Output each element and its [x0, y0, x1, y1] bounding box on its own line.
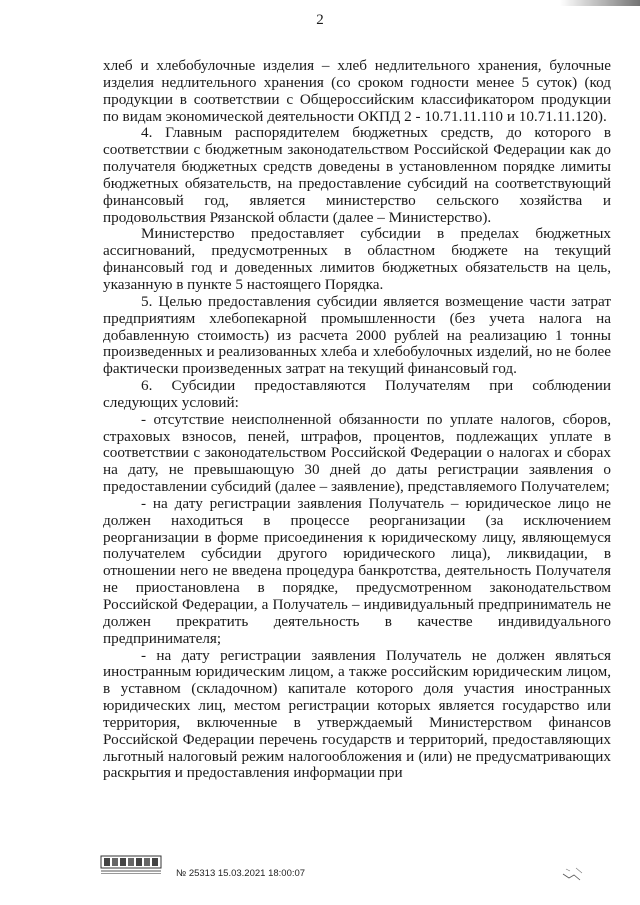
condition-not-foreign: - на дату регистрации заявления Получатель не должен являться иностранным юридическим лицом, а также российским юридическим лицом, в уставном (складочном) капитале которого доля участия иностранных юридических лиц, местом регистрации которых является государство или территория, включенные в утверждаемый Министерством финансов Российской Федерации перечень государств и территорий, предоставляющих льготный налоговый режим налогообложения и (или) не предусматривающих раскрытия и предоставления информации при — [103, 646, 611, 782]
paragraph-item-6: 6. Субсидии предоставляются Получателям при соблюдении следующих условий: — [103, 377, 611, 411]
paragraph-item-4: 4. Главным распорядителем бюджетных средств, до которого в соответствии с бюджетным законодательством Российской Федерации как до получателя бюджетных средств доведены в установленном порядке лимиты бюджетных обязательств, на предоставление субсидий на соответствующий финансовый год, является министерство сельского хозяйства и продовольствия Рязанской области (далее – Министерство). — [103, 124, 611, 226]
condition-no-debts: - отсутствие неисполненной обязанности по уплате налогов, сборов, страховых взносов, пеней, штрафов, процентов, подлежащих уплате в соответствии с законодательством Российской Федерации о налогах и сборах на дату, не превышающую 30 дней до даты регистрации заявления о предоставлении субсидий (далее – заявление), представляемого Получателем; — [103, 410, 611, 496]
document-body — [103, 58, 611, 782]
condition-no-reorganization: - на дату регистрации заявления Получатель – юридическое лицо не должен находиться в процессе реорганизации (за исключением реорганизации в форме присоединения к юридическому лицу, являющемуся получателем субсидии другого юридического лица), ликвидации, в отношении него не введена процедура банкротства, деятельность Получателя не приостановлена в порядке, предусмотренном законодательством Российской Федерации, а Получатель – индивидуальный предприниматель не должен прекратить деятельность в качестве индивидуального предпринимателя; — [103, 494, 611, 647]
document-registration-meta: № 25313 15.03.2021 18:00:07 — [176, 868, 306, 879]
scan-artifact-marks — [560, 860, 590, 884]
paragraph-ministry-provides: Министерство предоставляет субсидии в пределах бюджетных ассигнований, предусмотренных в областном бюджете на текущий финансовый год и доведенных лимитов бюджетных обязательств на цель, указанную в пункте 5 настоящего Порядка. — [103, 225, 611, 293]
paragraph-bread-types: хлеб и хлебобулочные изделия – хлеб недлительного хранения, булочные изделия недлительного хранения (со сроком годности менее 5 суток) (код продукции в соответствии с Общероссийским классификатором продукции по видам экономической деятельности ОКПД 2 - 10.71.11.110 и 10.71.11.120). — [103, 57, 611, 125]
electronic-signature-logo — [100, 855, 162, 875]
scan-edge-mark — [560, 0, 640, 6]
paragraph-item-5: 5. Целью предоставления субсидии является возмещение части затрат предприятиям хлебопекарной промышленности (без учета налога на добавленную стоимость) из расчета 2000 рублей на реализацию 1 тонны произведенных и реализованных хлеба и хлебобулочных изделий, но не более фактически произведенных затрат на текущий финансовый год. — [103, 292, 611, 378]
page-number: 2 — [316, 12, 324, 28]
